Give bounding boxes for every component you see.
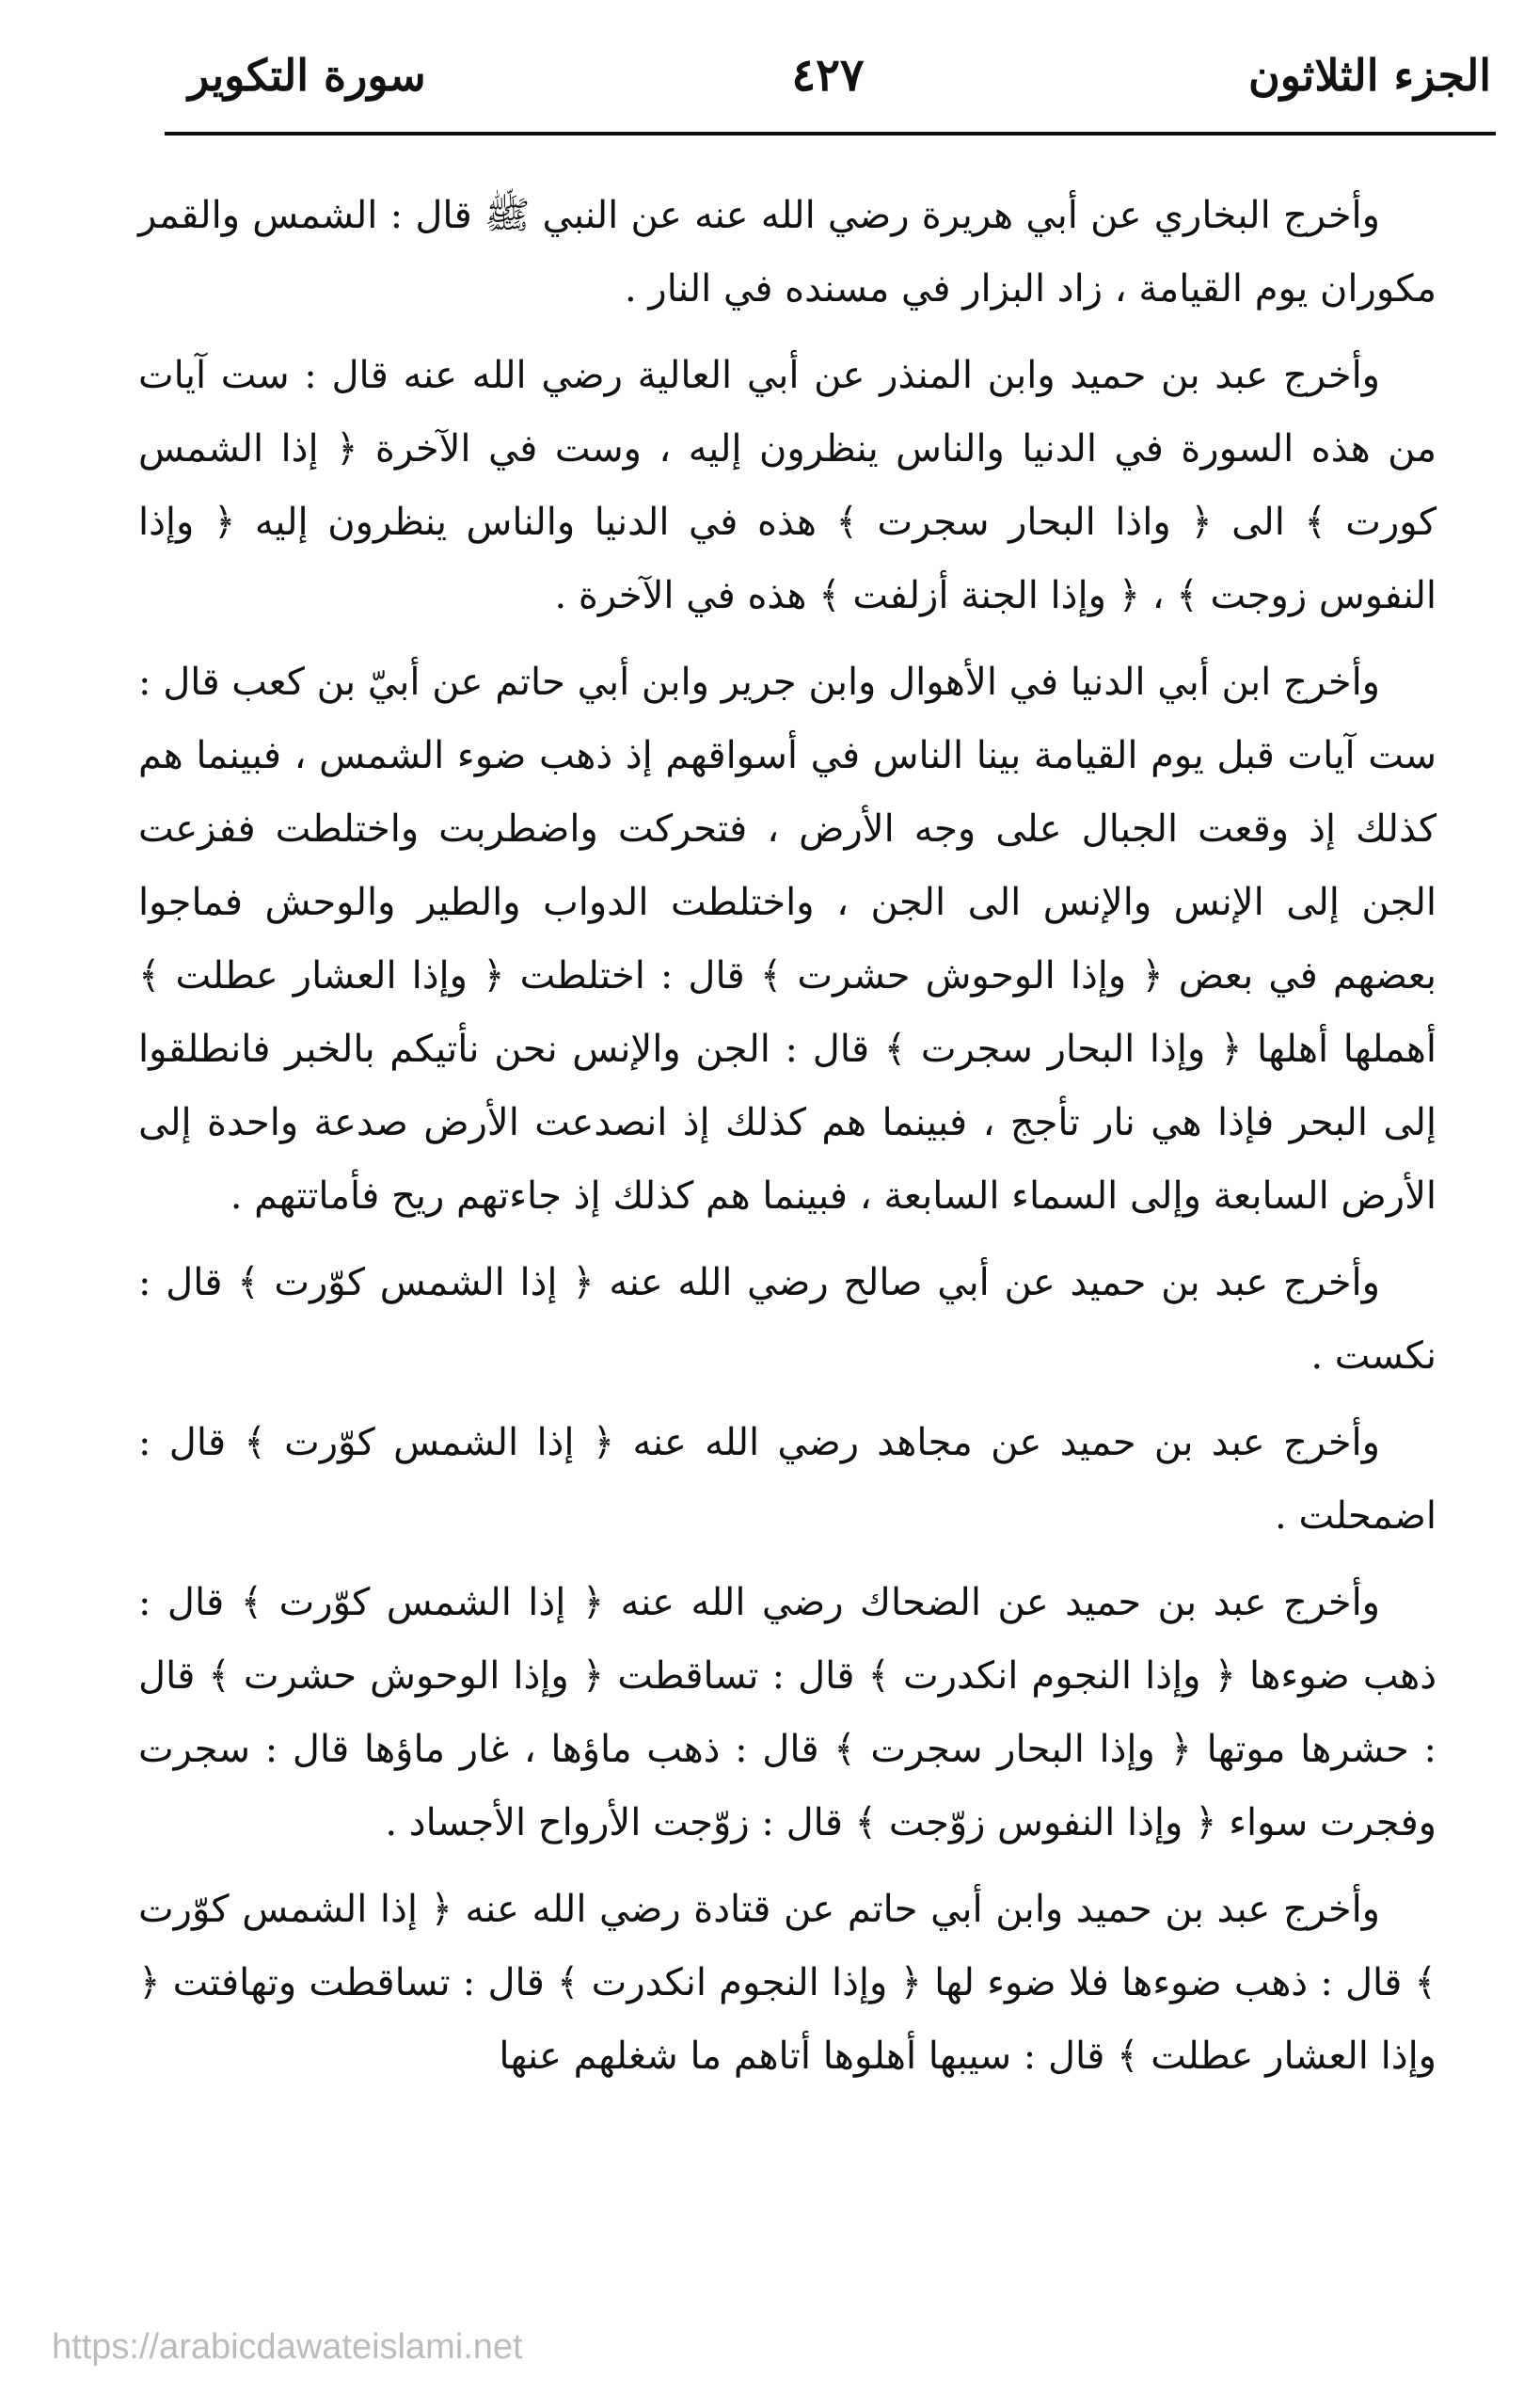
page-body	[138, 179, 1437, 2106]
part-title: الجزء الثلاثون	[1248, 50, 1491, 101]
paragraph-7: وأخرج عبد بن حميد وابن أبي حاتم عن قتادة رضي الله عنه ﴿ إذا الشمس كوّرت ﴾ قال : ذهب ضوءها فلا ضوء لها ﴿ وإذا النجوم انكدرت ﴾ قال : تساقطت وتهافتت ﴿ وإذا العشار عطلت ﴾ قال : سيبها أهلوها أتاهم ما شغلهم عنها	[138, 1888, 1437, 2078]
page-header	[165, 38, 1491, 122]
paragraph-5: وأخرج عبد بن حميد عن مجاهد رضي الله عنه ﴿ إذا الشمس كوّرت ﴾ قال : اضمحلت .	[138, 1421, 1437, 1538]
header-divider	[165, 132, 1496, 136]
paragraph-4: وأخرج عبد بن حميد عن أبي صالح رضي الله عنه ﴿ إذا الشمس كوّرت ﴾ قال : نكست .	[138, 1261, 1437, 1378]
paragraph-1: وأخرج البخاري عن أبي هريرة رضي الله عنه عن النبي ﷺ قال : الشمس والقمر مكوران يوم القيامة ، زاد البزار في مسنده في النار .	[138, 194, 1437, 311]
paragraph-6: وأخرج عبد بن حميد عن الضحاك رضي الله عنه ﴿ إذا الشمس كوّرت ﴾ قال : ذهب ضوءها ﴿ وإذا النجوم انكدرت ﴾ قال : تساقطت ﴿ وإذا الوحوش حشرت ﴾ قال : حشرها موتها ﴿ وإذا البحار سجرت ﴾ قال : ذهب ماؤها ، غار ماؤها قال : سجرت وفجرت سواء ﴿ وإذا النفوس زوّجت ﴾ قال : زوّجت الأرواح الأجساد .	[138, 1581, 1437, 1844]
paragraph-2: وأخرج عبد بن حميد وابن المنذر عن أبي العالية رضي الله عنه قال : ست آيات من هذه السورة في الدنيا والناس ينظرون إليه ، وست في الآخرة ﴿ إذا الشمس كورت ﴾ الى ﴿ واذا البحار سجرت ﴾ هذه في الدنيا والناس ينظرون إليه ﴿ وإذا النفوس زوجت ﴾ ، ﴿ وإذا الجنة أزلفت ﴾ هذه في الآخرة .	[138, 354, 1437, 617]
page-number: ٤٢٧	[791, 49, 865, 102]
surah-title: سورة التكوير	[188, 50, 426, 101]
paragraph-3: وأخرج ابن أبي الدنيا في الأهوال وابن جرير وابن أبي حاتم عن أبيّ بن كعب قال : ست آيات قبل يوم القيامة بينا الناس في أسواقهم إذ ذهب ضوء الشمس ، فبينما هم كذلك إذ وقعت الجبال على وجه الأرض ، فتحركت واضطربت واختلطت ففزعت الجن إلى الإنس والإنس الى الجن ، واختلطت الدواب والطير والوحش فماجوا بعضهم في بعض ﴿ وإذا الوحوش حشرت ﴾ قال : اختلطت ﴿ وإذا العشار عطلت ﴾ أهملها أهلها ﴿ وإذا البحار سجرت ﴾ قال : الجن والإنس نحن نأتيكم بالخبر فانطلقوا إلى البحر فإذا هي نار تأجج ، فبينما هم كذلك إذ انصدعت الأرض صدعة واحدة إلى الأرض السابعة وإلى السماء السابعة ، فبينما هم كذلك إذ جاءتهم ريح فأماتتهم .	[138, 661, 1437, 1218]
watermark-url: https://arabicdawateislami.net	[52, 2327, 523, 2367]
